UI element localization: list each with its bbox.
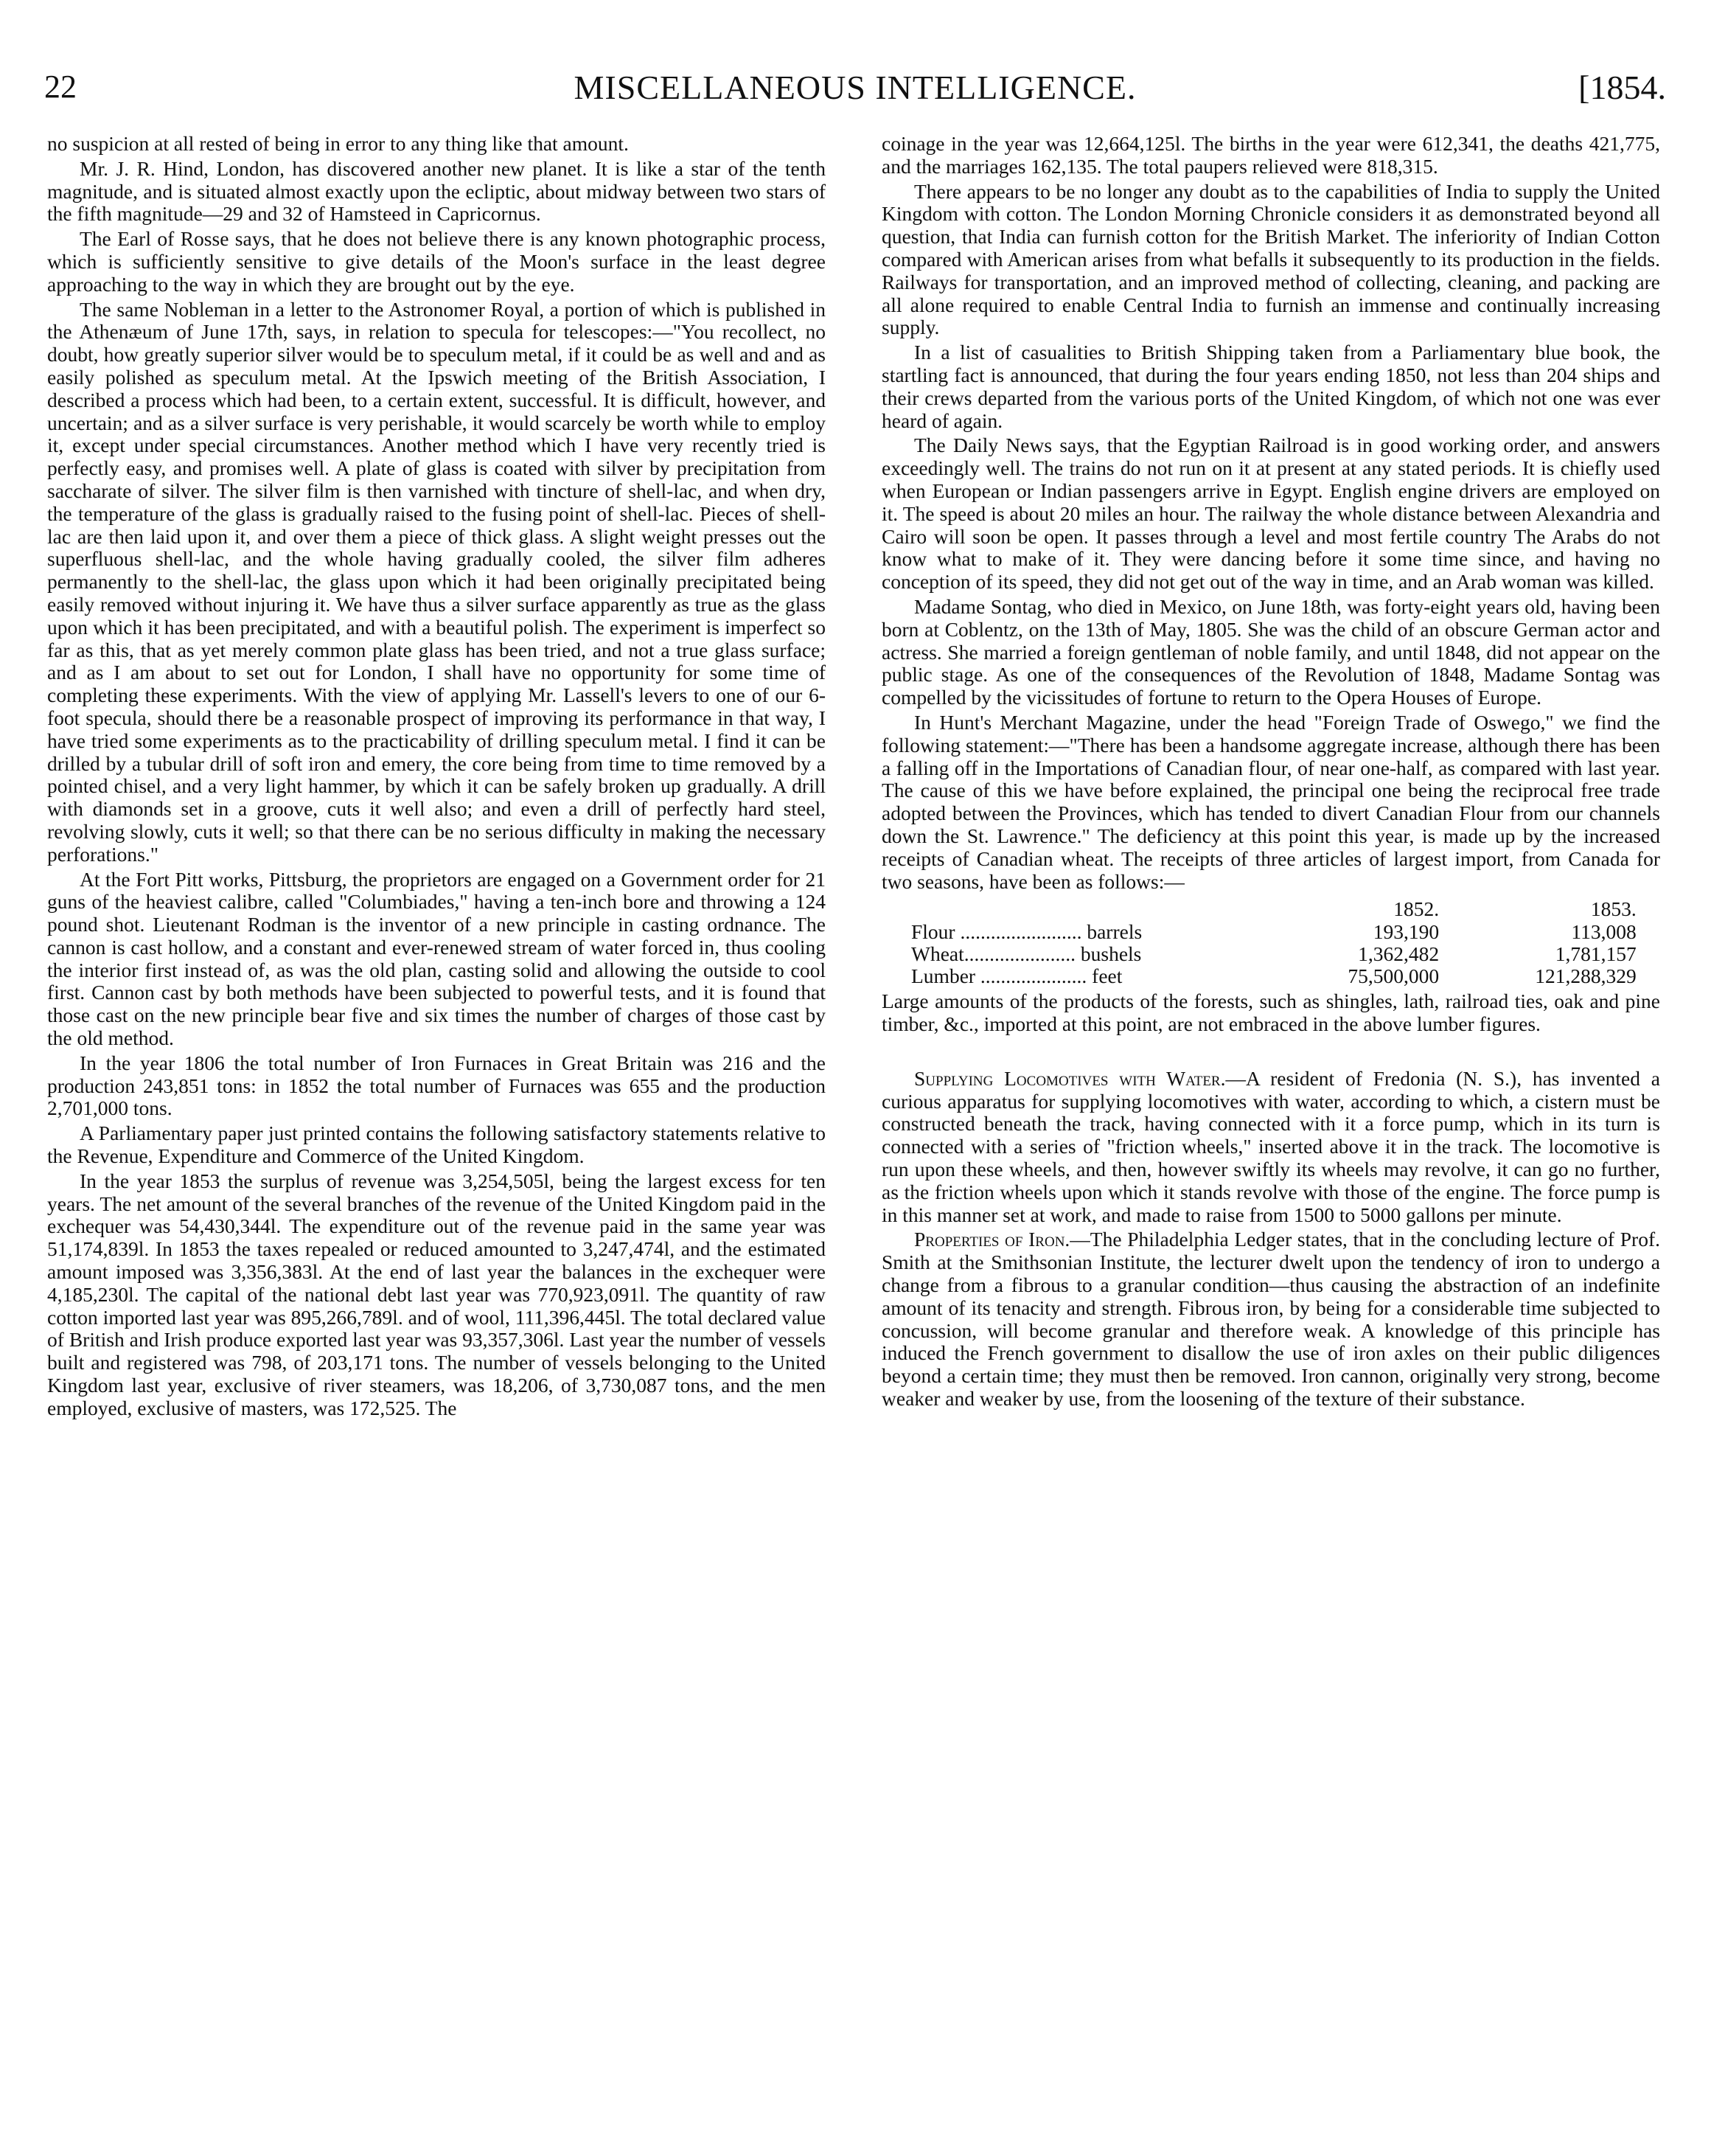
- article-heading: Properties of Iron.: [914, 1228, 1070, 1251]
- paragraph: The Daily News says, that the Egyptian Railroad is in good working order, and answers exceedingly well. The trains do not run on it at present at any stated periods. It is chiefly used when European or Indian passengers arrive in Egypt. English engine drivers are employed on it. The speed is about 20 miles an hour. The railway the whole distance between Alexandria and Cairo will soon be open. It passes through a level and most fertile country The Arabs do not know what to make of it. They were dancing before it some time since, and having no conception of its speed, they did not get out of the way in time, and an Arab woman was killed.: [882, 434, 1660, 594]
- paragraph: The Earl of Rosse says, that he does not believe there is any known photographic process, which is sufficiently sensitive to give details of the Moon's surface in the least degree approaching to the way in which they are brought out by the eye.: [47, 227, 826, 296]
- trade-table: [911, 897, 1659, 987]
- paragraph: In a list of casualities to British Shipping taken from a Parliamentary blue book, the startling fact is announced, that during the four years ending 1850, not less than 204 ships and their crews departed from the various ports of the United Kingdom, of which not one was ever heard of again.: [882, 341, 1660, 432]
- paragraph: Mr. J. R. Hind, London, has discovered another new planet. It is like a star of the tenth magnitude, and is situated almost exactly upon the ecliptic, about midway between two stars of the fifth magnitude—29 and 32 of Hamsteed in Capricornus.: [47, 156, 826, 226]
- article-heading: Supplying Locomotives with Water.: [914, 1066, 1226, 1090]
- left-column: [47, 133, 826, 1422]
- table-cell: 193,190: [1373, 920, 1440, 944]
- column-header: 1852.: [1393, 897, 1440, 921]
- running-title: MISCELLANEOUS INTELLIGENCE.: [574, 69, 1137, 106]
- header-year: [1854.: [1578, 69, 1666, 106]
- article-text: —The Philadelphia Ledger states, that in the concluding lecture of Prof. Smith at the Smithsonian Institute, the lecturer dwelt upon the tendency of iron to undergo a change from a fibrous to a granular condition—thus causing the abstraction of an indefinite amount of its tenacity and strength. Fibrous iron, by being for a considerable time subjected to concussion, will become granular and therefore weak. A knowledge of this principle has induced the French government to disallow the use of iron axles on their public diligences beyond a certain time; they must then be removed. Iron cannon, originally very strong, become weaker and weaker by use, from the loosening of the texture of their substance.: [882, 1228, 1660, 1411]
- table-row: [911, 943, 1659, 965]
- paragraph: Madame Sontag, who died in Mexico, on June 18th, was forty-eight years old, having been born at Coblentz, on the 13th of May, 1805. She was the child of an obscure German actor and actress. She married a foreign gentleman of noble family, and until 1848, did not appear on the public stage. As one of the consequences of the Revolution of 1848, Madame Sontag was compelled by the vicissitudes of fortune to return to the Opera Houses of Europe.: [882, 594, 1660, 709]
- table-cell: Flour ........................ barrels: [911, 920, 1143, 944]
- page-number: 22: [44, 69, 77, 105]
- article-locomotives: [882, 1068, 1660, 1227]
- table-row: [911, 965, 1659, 987]
- table-row: [911, 921, 1659, 943]
- paragraph: In the year 1806 the total number of Iron Furnaces in Great Britain was 216 and the production 243,851 tons: in 1852 the total number of Furnaces was 655 and the production 2,701,000 tons.: [47, 1051, 826, 1120]
- paragraph: no suspicion at all rested of being in error to any thing like that amount.: [47, 132, 629, 155]
- table-cell: 75,500,000: [1348, 964, 1440, 988]
- table-cell: 1,362,482: [1358, 942, 1440, 966]
- article-iron: [882, 1228, 1660, 1410]
- column-header: 1853.: [1590, 897, 1637, 921]
- paragraph: In the year 1853 the surplus of revenue was 3,254,505l, being the largest excess for ten years. The net amount of the several branches of the revenue of the United Kingdom paid in the exchequer was 54,430,344l. The expenditure out of the revenue paid in the same year was 51,174,839l. In 1853 the taxes repealed or reduced amounted to 3,247,474l, and the estimated amount imposed was 3,356,383l. At the end of last year the balances in the exchequer were 4,185,230l. The capital of the national debt last year was 770,923,091l. The quantity of raw cotton imported last year was 895,266,789l. and of wool, 111,396,445l. The total declared value of British and Irish produce exported last year was 93,357,306l. Last year the number of vessels built and registered was 798, of 203,171 tons. The number of vessels belonging to the United Kingdom last year, exclusive of river steamers, was 18,206, of 3,730,087 tons, and the men employed, exclusive of masters, was 172,525. The: [47, 1169, 826, 1419]
- paragraph: At the Fort Pitt works, Pittsburg, the proprietors are engaged on a Government order for 21 guns of the heaviest calibre, called "Columbiades," having a ten-inch bore and throwing a 124 pound shot. Lieutenant Rodman is the inventor of a new principle in casting ordnance. The cannon is cast hollow, and a constant and ever-renewed stream of water forced in, thus cooling the interior first instead of, as was the old plan, casting solid and allowing the outside to cool first. Cannon cast by both methods have been subjected to powerful tests, and it is found that those cast on the new principle bear five and six times the number of charges of those cast by the old method.: [47, 867, 826, 1050]
- paragraph: In Hunt's Merchant Magazine, under the head "Foreign Trade of Oswego," we find the following statement:—"There has been a handsome aggregate increase, although there has been a falling off in the Importations of Canadian flour, of near one-half, as compared with last year. The cause of this we have before explained, the principal one being the reciprocal free trade adopted between the Provinces, which has tended to divert Canadian Flour from our channels down the St. Lawrence." The deficiency at this point this year, is made up by the increased receipts of Canadian wheat. The receipts of three articles of largest import, from Canada for two seasons, have been as follows:—: [882, 710, 1660, 893]
- paragraph: Large amounts of the products of the forests, such as shingles, lath, railroad ties, oak and pine timber, &c., imported at this point, are not embraced in the above lumber figures.: [882, 990, 1660, 1036]
- table-cell: 1,781,157: [1555, 942, 1637, 966]
- table-cell: Lumber ..................... feet: [911, 964, 1123, 988]
- paragraph: A Parliamentary paper just printed contains the following satisfactory statements relative to the Revenue, Expenditure and Commerce of the United Kingdom.: [47, 1122, 826, 1168]
- page-header: [44, 68, 1666, 119]
- paragraph: coinage in the year was 12,664,125l. The births in the year were 612,341, the deaths 421,775, and the marriages 162,135. The total paupers relieved were 818,315.: [882, 132, 1660, 178]
- article-text: —A resident of Fredonia (N. S.), has invented a curious apparatus for supplying locomotives with water, according to which, a cistern must be constructed beneath the track, having connected with it a force pump, which in its turn is connected with a series of "friction wheels," inserted above it in the track. The locomotive is run upon these wheels, and then, however swiftly its wheels may revolve, it can go no further, as the friction wheels upon which it stands revolve with those of the engine. The force pump is in this manner set at work, and made to raise from 1500 to 5000 gallons per minute.: [882, 1066, 1660, 1226]
- paragraph: The same Nobleman in a letter to the Astronomer Royal, a portion of which is published in the Athenæum of June 17th, says, in relation to specula for telescopes:—"You recollect, no doubt, how greatly superior silver would be to speculum metal, if it could be as well and and as easily polished as speculum metal. At the Ipswich meeting of the British Association, I described a process which had been, to a certain extent, successful. It is difficult, however, and uncertain; and as a silver surface is very perishable, it would scarcely be worth while to employ it, except under special circumstances. Another method which I have very recently tried is perfectly easy, and promises well. A plate of glass is coated with silver by precipitation from saccharate of silver. The silver film is then varnished with tincture of shell-lac, and when dry, the temperature of the glass is gradually raised to the fusing point of shell-lac. Pieces of shell-lac are then laid upon it, and over them a piece of thick glass. A slight weight presses out the superfluous shell-lac, and the whole having gradually cooled, the silver film adheres permanently to the shell-lac, the glass upon which it had been originally precipitated being easily removed without injuring it. We have thus a silver surface apparently as true as the glass upon which it has been precipitated, and with a beautiful polish. The experiment is imperfect so far as this, that as yet merely common plate glass has been tried, and not a true glass surface; and as I am about to set out for London, I shall have no opportunity for some time of completing these experiments. With the view of applying Mr. Lassell's levers to one of our 6-foot specula, should there be a reasonable prospect of improving its performance in that way, I have tried some experiments as to the practicability of drilling speculum metal. I find it can be drilled by a tubular drill of soft iron and emery, the core being from time to time removed by a pointed chisel, and a very light hammer, by which it can be safely broken up gradually. A drill with diamonds set in a groove, cuts it well also; and even a drill of perfectly hard steel, revolving slowly, cuts it well; so that there can be no serious difficulty in making the necessary perforations.": [47, 297, 826, 866]
- table-cell: 113,008: [1571, 920, 1637, 944]
- table-header-row: [911, 897, 1659, 921]
- table-cell: 121,288,329: [1535, 964, 1637, 988]
- section-spacer: [882, 1038, 1660, 1068]
- paragraph: There appears to be no longer any doubt as to the capabilities of India to supply the United Kingdom with cotton. The London Morning Chronicle considers it as demonstrated beyond all question, that India can furnish cotton for the British Market. The inferiority of Indian Cotton compared with American arises from what befalls it subsequently to its production in the fields. Railways for transportation, and an improved method of collecting, cleaning, and packing are all alone required to enable Central India to furnish an immense and continually increasing supply.: [882, 179, 1660, 339]
- right-column: [882, 133, 1660, 1413]
- table-cell: Wheat...................... bushels: [911, 942, 1142, 966]
